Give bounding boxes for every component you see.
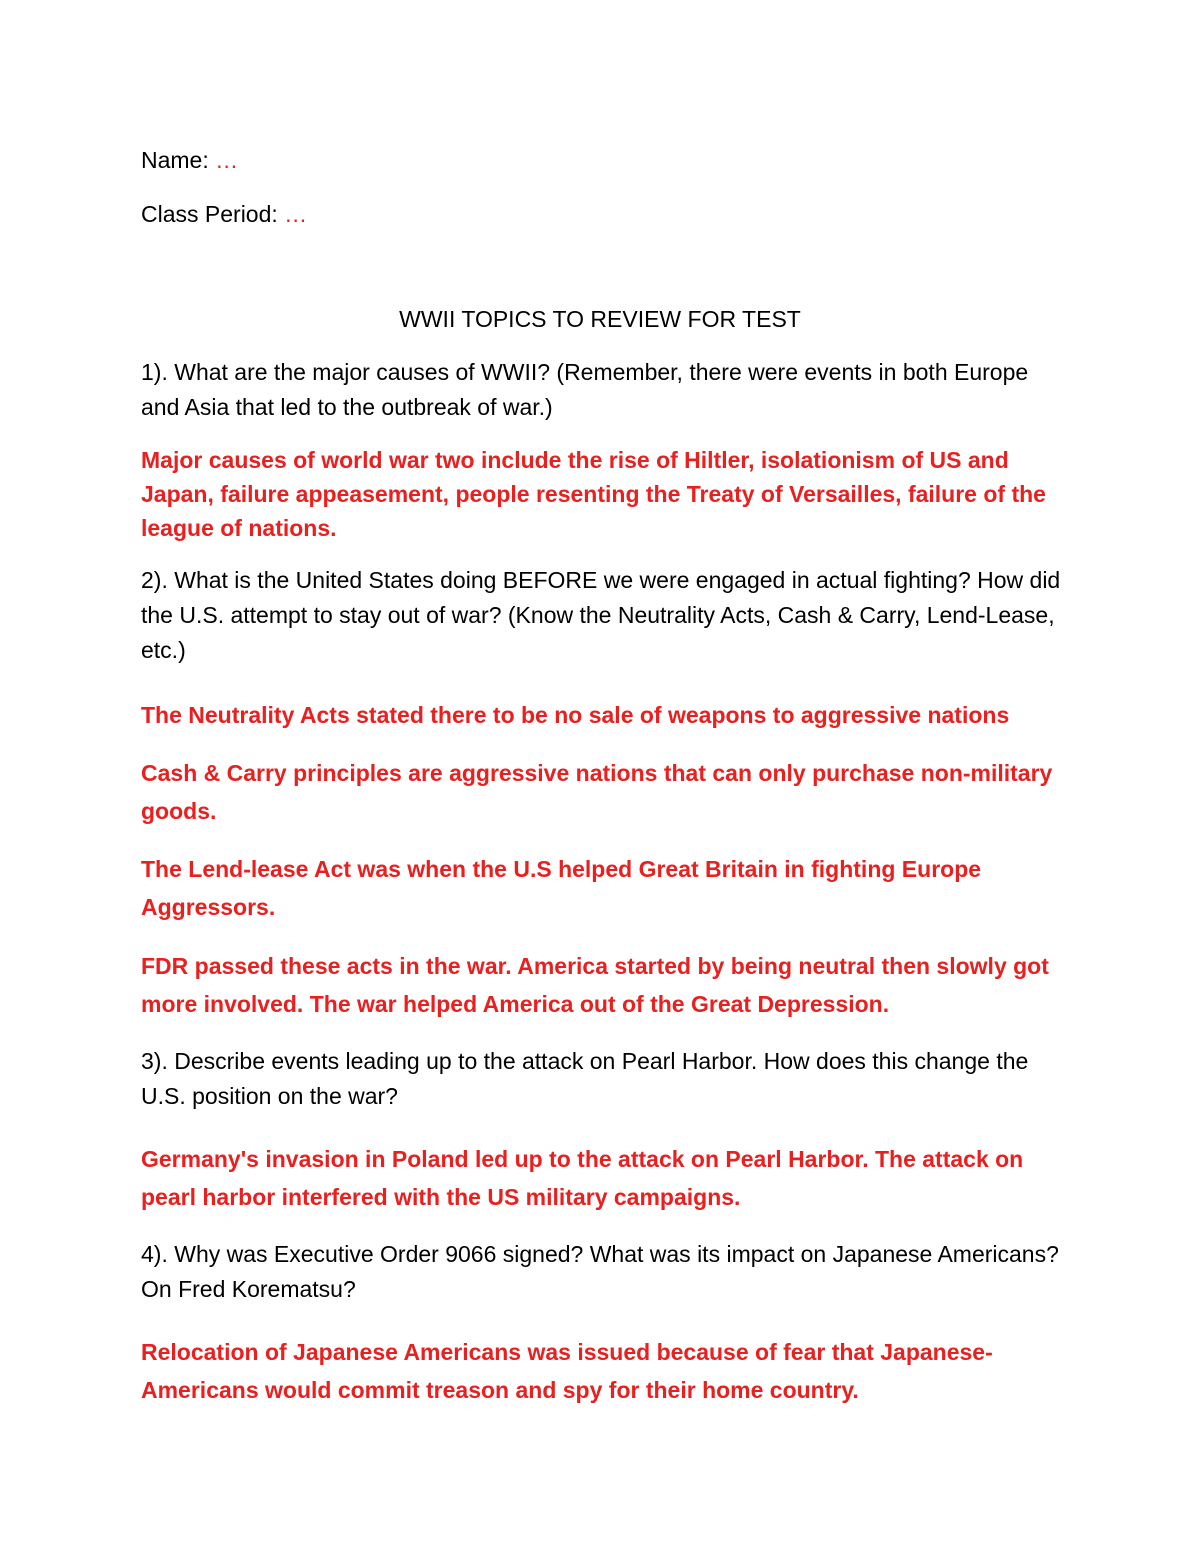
class-period-line	[141, 199, 307, 229]
answer-2-neutrality-acts: The Neutrality Acts stated there to be no sale of weapons to aggressive nations	[141, 702, 1010, 728]
class-period-value: …	[284, 201, 308, 227]
question-4: 4). Why was Executive Order 9066 signed? What was its impact on Japanese Americans? On Fred Korematsu?	[141, 1241, 1059, 1302]
answer-3: Germany's invasion in Poland led up to the attack on Pearl Harbor. The attack on pearl harbor interfered with the US military campaigns.	[141, 1146, 1024, 1210]
answer-2-fdr: FDR passed these acts in the war. America started by being neutral then slowly got more involved. The war helped America out of the Great Depression.	[141, 953, 1049, 1017]
name-value: …	[215, 147, 239, 173]
question-3: 3). Describe events leading up to the attack on Pearl Harbor. How does this change the U.S. position on the war?	[141, 1048, 1029, 1109]
name-line	[141, 145, 238, 175]
class-period-label: Class Period:	[141, 201, 278, 227]
question-2: 2). What is the United States doing BEFORE we were engaged in actual fighting? How did the U.S. attempt to stay out of war? (Know the Neutrality Acts, Cash & Carry, Lend-Lease, etc.)	[141, 567, 1061, 663]
page-title: WWII TOPICS TO REVIEW FOR TEST	[399, 306, 801, 332]
answer-4: Relocation of Japanese Americans was issued because of fear that Japanese-Americans would commit treason and spy for their home country.	[141, 1339, 993, 1403]
name-label: Name:	[141, 147, 209, 173]
answer-2-cash-and-carry: Cash & Carry principles are aggressive nations that can only purchase non-military goods.	[141, 760, 1053, 824]
answer-2-lend-lease: The Lend-lease Act was when the U.S helped Great Britain in fighting Europe Aggressors.	[141, 856, 982, 920]
answer-1: Major causes of world war two include the rise of Hiltler, isolationism of US and Japan, failure appeasement, people resenting the Treaty of Versailles, failure of the league of nations.	[141, 447, 1046, 541]
question-1: 1). What are the major causes of WWII? (Remember, there were events in both Europe and Asia that led to the outbreak of war.)	[141, 359, 1029, 420]
